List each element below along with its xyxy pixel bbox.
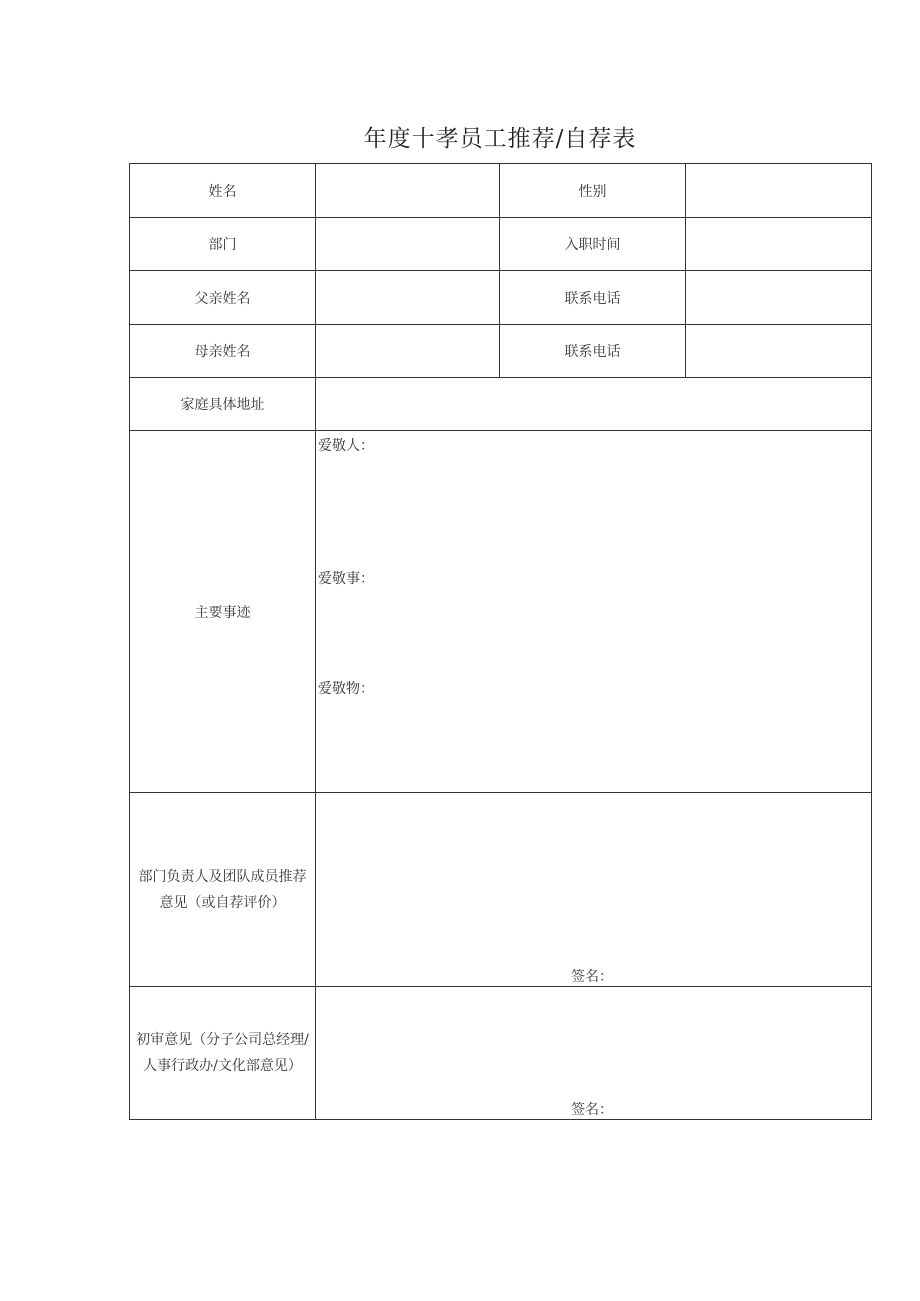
love-people-label: 爱敬人： (318, 438, 374, 454)
department-field[interactable] (316, 218, 500, 271)
hire-date-field[interactable] (686, 218, 872, 271)
father-name-field[interactable] (316, 271, 500, 325)
gender-field[interactable] (686, 164, 872, 218)
dept-opinion-field[interactable] (316, 793, 872, 987)
initial-review-field[interactable] (316, 987, 872, 1120)
mother-name-label: 母亲姓名 (130, 325, 316, 378)
mother-phone-label: 联系电话 (500, 325, 686, 378)
father-phone-field[interactable] (686, 271, 872, 325)
hire-date-label: 入职时间 (500, 218, 686, 271)
mother-phone-field[interactable] (686, 325, 872, 378)
page-title: 年度十孝员工推荐/自荐表 (363, 126, 637, 152)
department-label: 部门 (130, 218, 316, 271)
main-deeds-label: 主要事迹 (130, 431, 316, 793)
love-things-label: 爱敬事： (318, 571, 374, 587)
signature-label: 签名： (571, 1102, 613, 1118)
name-field[interactable] (316, 164, 500, 218)
home-address-field[interactable] (316, 378, 872, 431)
recommendation-form (129, 163, 872, 1120)
father-phone-label: 联系电话 (500, 271, 686, 325)
gender-label: 性别 (500, 164, 686, 218)
home-address-label: 家庭具体地址 (130, 378, 316, 431)
name-label: 姓名 (130, 164, 316, 218)
love-objects-label: 爱敬物： (318, 681, 374, 697)
father-name-label: 父亲姓名 (130, 271, 316, 325)
dept-opinion-label: 部门负责人及团队成员推荐意见（或自荐评价） (130, 793, 316, 987)
mother-name-field[interactable] (316, 325, 500, 378)
signature-label: 签名： (571, 969, 613, 985)
main-deeds-field[interactable] (316, 431, 872, 793)
initial-review-label: 初审意见（分子公司总经理/人事行政办/文化部意见） (130, 987, 316, 1120)
